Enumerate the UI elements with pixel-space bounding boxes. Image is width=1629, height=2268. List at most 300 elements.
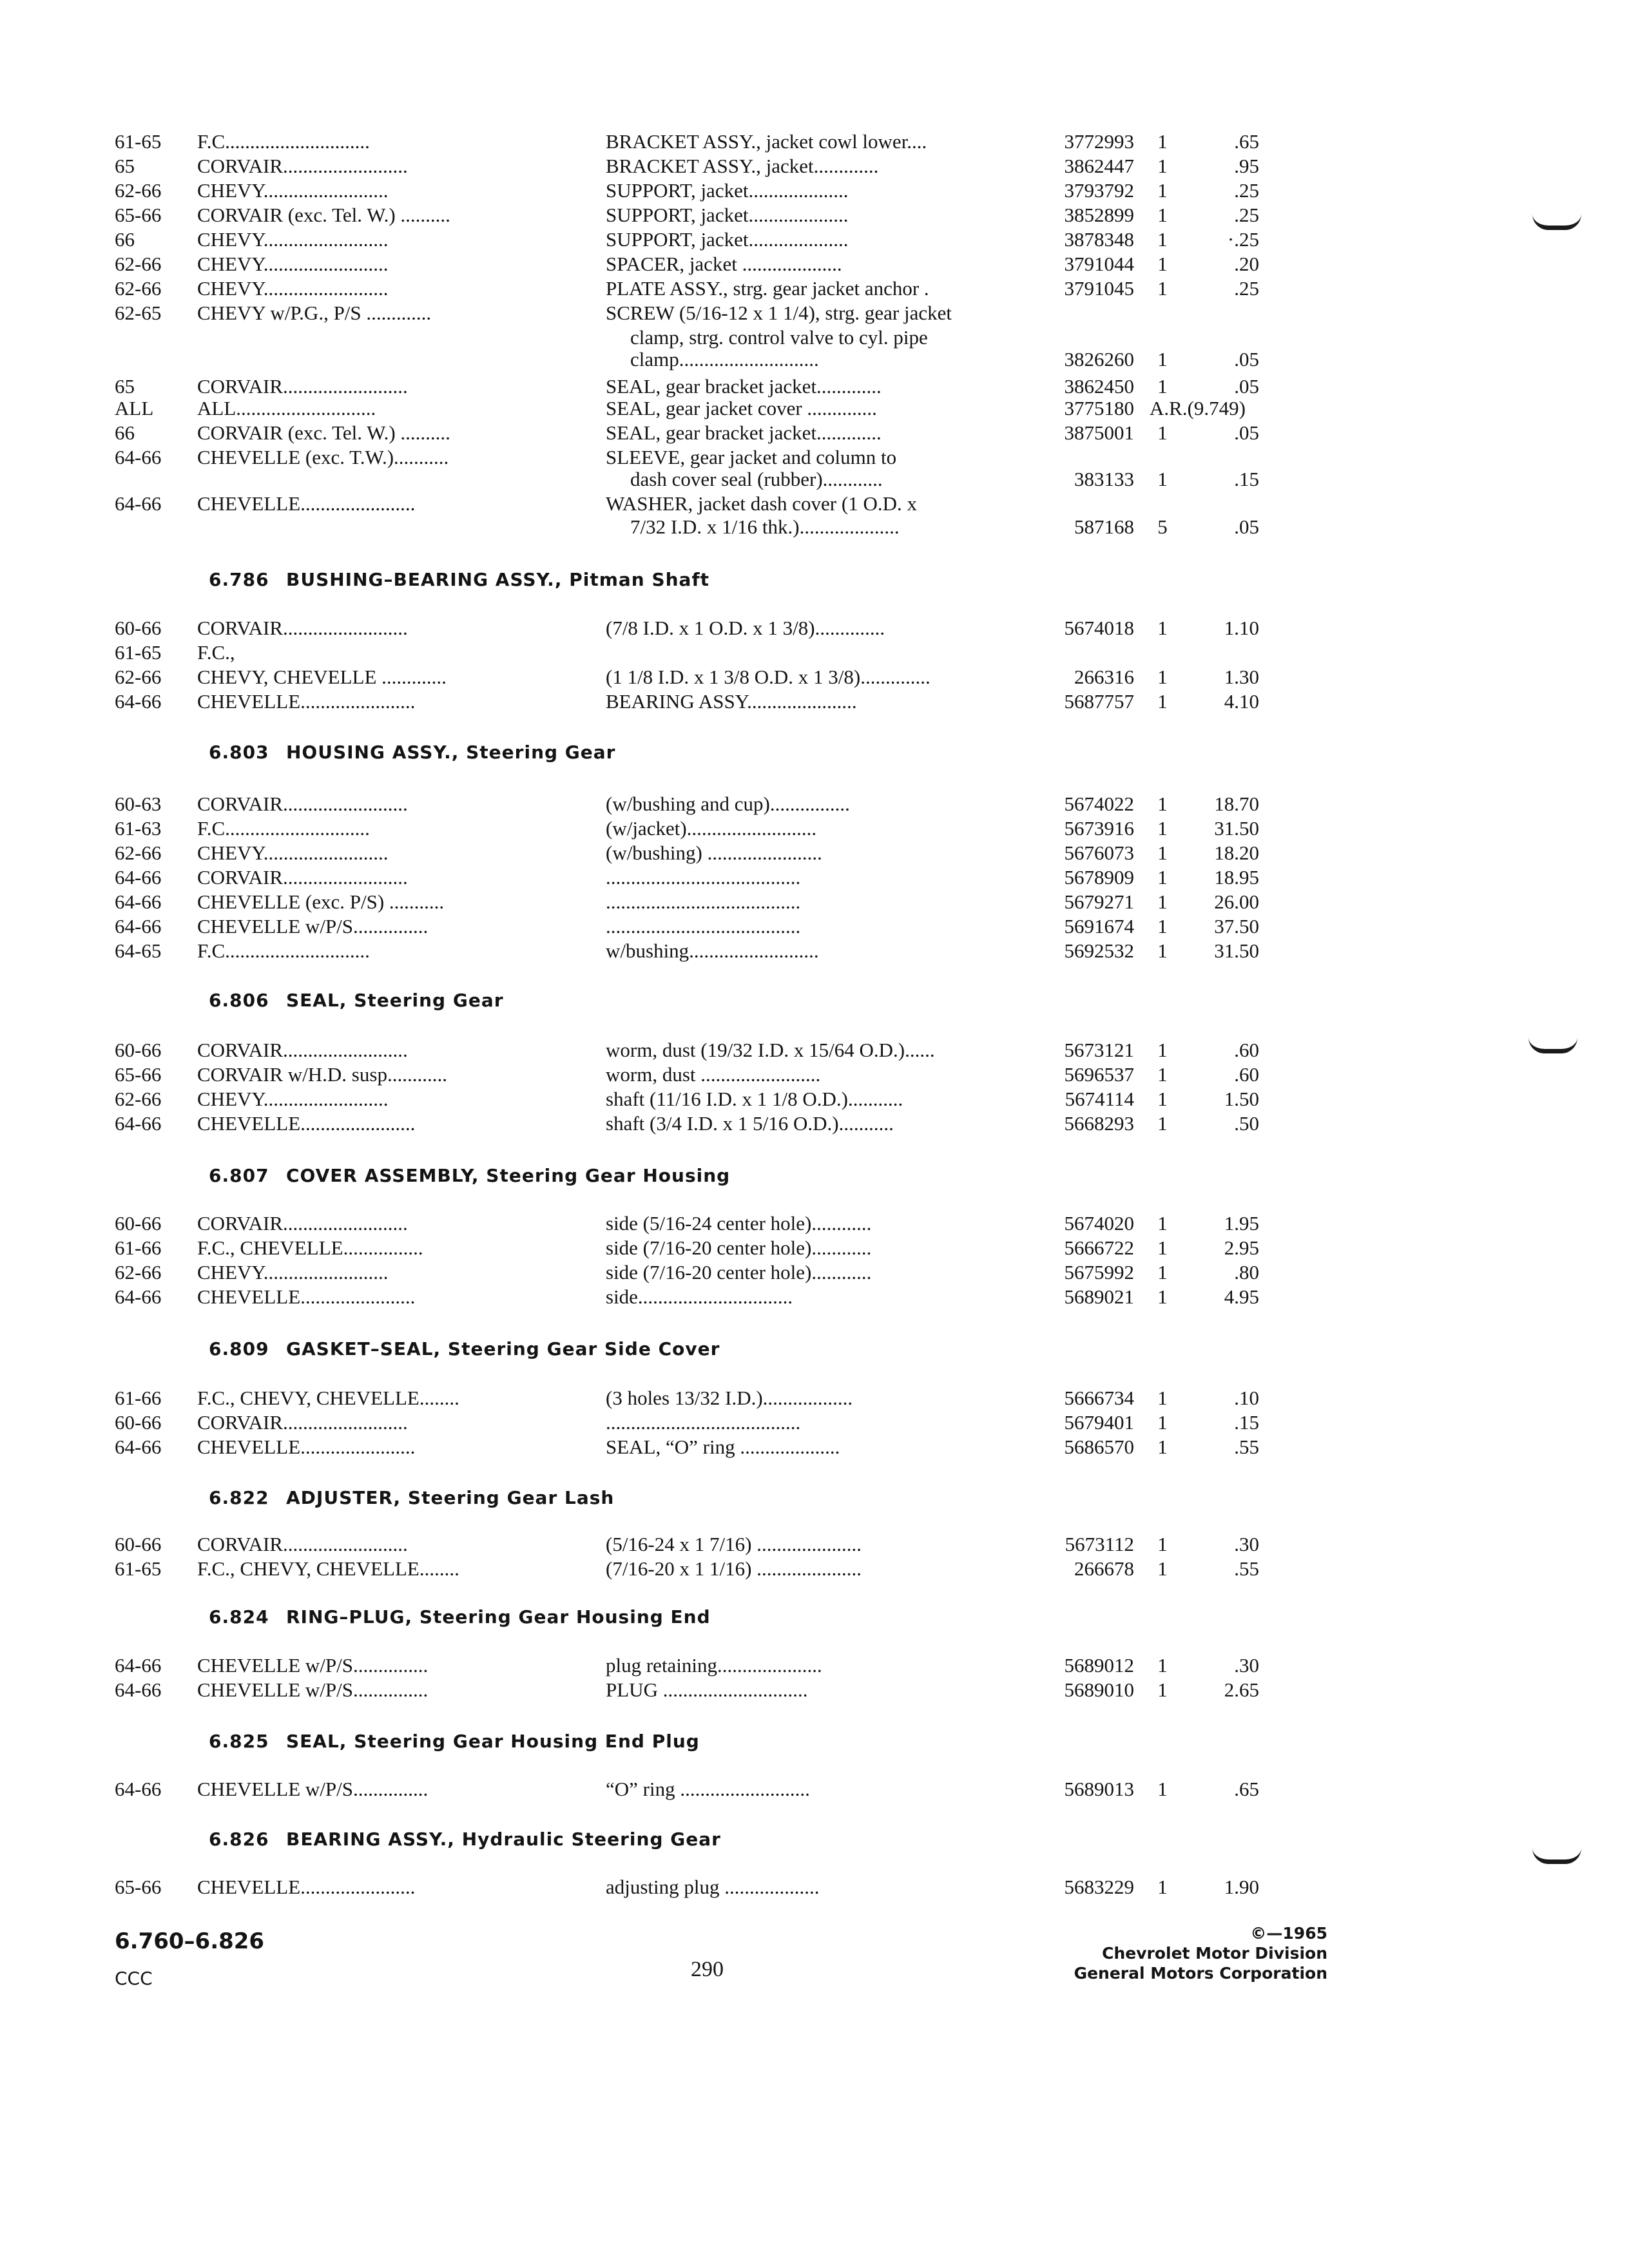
part-description: (5/16-24 x 1 7/16) ..................... (606, 1533, 862, 1555)
part-number: 5678909 (1064, 866, 1134, 889)
part-row (0, 466, 1629, 492)
quantity: 1 (1157, 468, 1168, 490)
vehicle-model: F.C., CHEVY, CHEVELLE........ (197, 1557, 459, 1580)
part-description: shaft (3/4 I.D. x 1 5/16 O.D.)........... (606, 1112, 894, 1135)
part-row (0, 664, 1629, 690)
part-description: WASHER, jacket dash cover (1 O.D. x (606, 492, 917, 515)
vehicle-model: CHEVY......................... (197, 277, 389, 300)
part-description: BRACKET ASSY., jacket............. (606, 155, 879, 177)
part-row (0, 689, 1629, 715)
part-row (0, 1235, 1629, 1261)
quantity: 1 (1157, 817, 1168, 840)
part-number: 5683229 (1064, 1876, 1134, 1898)
part-description: (1 1/8 I.D. x 1 3/8 O.D. x 1 3/8).............. (606, 666, 930, 688)
section-header (0, 567, 1629, 593)
part-description: (w/jacket).......................... (606, 817, 817, 840)
vehicle-model: F.C............................. (197, 817, 370, 840)
part-number: 5673121 (1064, 1039, 1134, 1061)
copyright-block (1074, 1923, 1327, 1983)
vehicle-model: CHEVY w/P.G., P/S ............. (197, 302, 432, 324)
vehicle-model: F.C............................. (197, 130, 370, 153)
part-description: SUPPORT, jacket.................... (606, 179, 849, 202)
part-row (0, 1556, 1629, 1582)
part-row (0, 1385, 1629, 1411)
model-year: 62-66 (115, 1088, 162, 1110)
part-row (0, 1111, 1629, 1137)
part-row (0, 420, 1629, 446)
section-title: RING–PLUG, Steering Gear Housing End (286, 1606, 711, 1628)
model-year: 64-66 (115, 1112, 162, 1135)
model-year: 64-66 (115, 866, 162, 889)
model-year: 64-66 (115, 690, 162, 713)
vehicle-model: CORVAIR......................... (197, 1411, 408, 1434)
part-description: SLEEVE, gear jacket and column to (606, 446, 897, 468)
part-row (0, 1086, 1629, 1112)
part-description: ....................................... (606, 890, 801, 913)
part-row (0, 1874, 1629, 1900)
part-number: 5679401 (1064, 1411, 1134, 1434)
vehicle-model: CHEVY......................... (197, 179, 389, 202)
part-description: SUPPORT, jacket.................... (606, 228, 849, 251)
part-description: SPACER, jacket .................... (606, 253, 842, 275)
section-number: 6.803 (209, 742, 269, 763)
quantity: 1 (1157, 1678, 1168, 1701)
section-title: COVER ASSEMBLY, Steering Gear Housing (286, 1165, 731, 1186)
list-price: 37.50 (1214, 915, 1259, 937)
section-number: 6.825 (209, 1731, 269, 1752)
vehicle-model: ALL............................ (197, 397, 376, 419)
quantity: 1 (1157, 1778, 1168, 1800)
quantity: 1 (1157, 130, 1168, 153)
part-description: adjusting plug ................... (606, 1876, 820, 1898)
list-price: 1.10 (1224, 617, 1259, 639)
part-number: 3862447 (1064, 155, 1134, 177)
list-price: 2.95 (1224, 1236, 1259, 1259)
quantity: 1 (1157, 666, 1168, 688)
model-year: 62-66 (115, 841, 162, 864)
part-description: clamp............................ (630, 348, 819, 370)
part-row (0, 1532, 1629, 1557)
list-price: 18.20 (1214, 841, 1259, 864)
model-year: 60-66 (115, 1212, 162, 1235)
part-row (0, 938, 1629, 964)
quantity: 1 (1157, 228, 1168, 251)
list-price: .60 (1234, 1063, 1259, 1086)
model-year: 62-66 (115, 666, 162, 688)
section-title: BEARING ASSY., Hydraulic Steering Gear (286, 1829, 721, 1850)
quantity: 1 (1157, 348, 1168, 370)
list-price: .65 (1234, 130, 1259, 153)
vehicle-model: CORVAIR......................... (197, 866, 408, 889)
part-number: 5666734 (1064, 1387, 1134, 1409)
vehicle-model: F.C............................. (197, 939, 370, 962)
part-row (0, 914, 1629, 939)
list-price: 1.90 (1224, 1876, 1259, 1898)
vehicle-model: CORVAIR......................... (197, 793, 408, 815)
part-row (0, 514, 1629, 540)
part-description: worm, dust (19/32 I.D. x 15/64 O.D.)...... (606, 1039, 935, 1061)
quantity: 1 (1157, 1387, 1168, 1409)
section-title: SEAL, Steering Gear Housing End Plug (286, 1731, 700, 1752)
vehicle-model: CHEVELLE....................... (197, 1112, 416, 1135)
quantity: 1 (1157, 1039, 1168, 1061)
part-row (0, 129, 1629, 155)
part-row (0, 1677, 1629, 1703)
section-number: 6.809 (209, 1338, 269, 1360)
quantity: 1 (1157, 793, 1168, 815)
model-year: 65 (115, 155, 135, 177)
part-description: side (5/16-24 center hole)............ (606, 1212, 872, 1235)
part-number: 3791045 (1064, 277, 1134, 300)
model-year: 65-66 (115, 1063, 162, 1086)
corporation-name: General Motors Corporation (1074, 1964, 1327, 1983)
part-number: 266316 (1074, 666, 1134, 688)
part-description: SUPPORT, jacket.................... (606, 204, 849, 226)
list-price: 18.70 (1214, 793, 1259, 815)
section-number: 6.822 (209, 1487, 269, 1508)
part-row (0, 1284, 1629, 1310)
part-number: 5689012 (1064, 1654, 1134, 1677)
copyright-year: ©—1965 (1250, 1924, 1327, 1943)
vehicle-model: CHEVY......................... (197, 253, 389, 275)
part-description: (3 holes 13/32 I.D.).................. (606, 1387, 853, 1409)
part-row (0, 1037, 1629, 1063)
model-year: 65-66 (115, 204, 162, 226)
part-number: 5674018 (1064, 617, 1134, 639)
list-price: .15 (1234, 468, 1259, 490)
part-description: PLATE ASSY., strg. gear jacket anchor . (606, 277, 929, 300)
model-year: 66 (115, 228, 135, 251)
part-description: side (7/16-20 center hole)............ (606, 1261, 872, 1283)
vehicle-model: CORVAIR......................... (197, 375, 408, 398)
section-header (0, 1485, 1629, 1511)
part-number: 5696537 (1064, 1063, 1134, 1086)
list-price: .60 (1234, 1039, 1259, 1061)
part-row (0, 791, 1629, 817)
list-price: 18.95 (1214, 866, 1259, 889)
part-number: 5675992 (1064, 1261, 1134, 1283)
part-number: 5673916 (1064, 817, 1134, 840)
part-description: (w/bushing) ....................... (606, 841, 822, 864)
quantity: 1 (1157, 1236, 1168, 1259)
quantity: 1 (1157, 1285, 1168, 1308)
section-header (0, 1604, 1629, 1630)
part-description: (w/bushing and cup)................ (606, 793, 850, 815)
vehicle-model: CORVAIR......................... (197, 1039, 408, 1061)
vehicle-model: CORVAIR w/H.D. susp............ (197, 1063, 447, 1086)
quantity: 1 (1157, 866, 1168, 889)
list-price: 2.65 (1224, 1678, 1259, 1701)
list-price: .25 (1234, 277, 1259, 300)
part-row (0, 816, 1629, 841)
model-year: 62-65 (115, 302, 162, 324)
list-price: .05 (1234, 375, 1259, 398)
model-year: 61-66 (115, 1387, 162, 1409)
part-row (0, 1434, 1629, 1460)
part-description: (7/8 I.D. x 1 O.D. x 1 3/8).............. (606, 617, 885, 639)
part-description: SEAL, gear jacket cover .............. (606, 397, 877, 419)
vehicle-model: CHEVELLE w/P/S............... (197, 1778, 429, 1800)
part-description: side............................... (606, 1285, 793, 1308)
vehicle-model: CORVAIR......................... (197, 1212, 408, 1235)
part-row (0, 1260, 1629, 1285)
list-price: 1.95 (1224, 1212, 1259, 1235)
section-header (0, 740, 1629, 765)
model-year: 64-65 (115, 939, 162, 962)
vehicle-model: CHEVELLE....................... (197, 1436, 416, 1458)
part-number: 5666722 (1064, 1236, 1134, 1259)
model-year: 64-66 (115, 1285, 162, 1308)
vehicle-model: CHEVELLE w/P/S............... (197, 915, 429, 937)
part-description: BEARING ASSY...................... (606, 690, 857, 713)
list-price: .25 (1234, 179, 1259, 202)
list-price: 31.50 (1214, 817, 1259, 840)
model-year: 64-66 (115, 492, 162, 515)
model-year: ALL (115, 397, 154, 419)
quantity: 1 (1157, 1876, 1168, 1898)
section-number: 6.826 (209, 1829, 269, 1850)
part-number: 5689010 (1064, 1678, 1134, 1701)
part-row (0, 1776, 1629, 1802)
model-year: 64-66 (115, 1436, 162, 1458)
vehicle-model: CHEVY......................... (197, 1261, 389, 1283)
vehicle-model: CHEVELLE....................... (197, 1876, 416, 1898)
part-number: 383133 (1074, 468, 1134, 490)
quantity: 1 (1157, 253, 1168, 275)
vehicle-model: CHEVELLE....................... (197, 492, 416, 515)
part-description: ....................................... (606, 915, 801, 937)
part-row (0, 153, 1629, 179)
part-number: 5673112 (1065, 1533, 1134, 1555)
part-row (0, 1410, 1629, 1436)
part-row (0, 840, 1629, 866)
list-price: .15 (1234, 1411, 1259, 1434)
section-title: ADJUSTER, Steering Gear Lash (286, 1487, 615, 1508)
part-description: SEAL, gear bracket jacket............. (606, 375, 882, 398)
vehicle-model: CHEVY, CHEVELLE ............. (197, 666, 447, 688)
part-description: (7/16-20 x 1 1/16) ..................... (606, 1557, 862, 1580)
list-price: .55 (1234, 1557, 1259, 1580)
model-year: 64-66 (115, 1778, 162, 1800)
quantity: 5 (1157, 515, 1168, 538)
vehicle-model: CORVAIR......................... (197, 617, 408, 639)
model-year: 62-66 (115, 179, 162, 202)
part-number: 266678 (1074, 1557, 1134, 1580)
part-row (0, 227, 1629, 253)
list-price: .10 (1234, 1387, 1259, 1409)
part-number: 5668293 (1064, 1112, 1134, 1135)
model-year: 60-66 (115, 1411, 162, 1434)
section-title: BUSHING–BEARING ASSY., Pitman Shaft (286, 569, 710, 590)
vehicle-model: CHEVELLE....................... (197, 1285, 416, 1308)
quantity: 1 (1157, 1411, 1168, 1434)
section-number: 6.806 (209, 990, 269, 1011)
part-number: 3791044 (1064, 253, 1134, 275)
model-year: 61-66 (115, 1236, 162, 1259)
quantity: 1 (1157, 375, 1168, 398)
list-price: ·.25 (1227, 228, 1259, 251)
section-number: 6.807 (209, 1165, 269, 1186)
section-header (0, 1336, 1629, 1362)
model-year: 64-66 (115, 446, 162, 468)
part-description: BRACKET ASSY., jacket cowl lower.... (606, 130, 927, 153)
model-year: 62-66 (115, 1261, 162, 1283)
list-price: .05 (1234, 348, 1259, 370)
vehicle-model: F.C., (197, 641, 235, 664)
part-number: 3862450 (1064, 375, 1134, 398)
part-row (0, 1211, 1629, 1236)
part-description: w/bushing.......................... (606, 939, 819, 962)
part-number: 3875001 (1064, 421, 1134, 444)
quantity: 1 (1157, 1088, 1168, 1110)
quantity: 1 (1157, 1654, 1168, 1677)
list-price: .05 (1234, 421, 1259, 444)
part-description: clamp, strg. control valve to cyl. pipe (630, 326, 928, 349)
part-row (0, 1653, 1629, 1678)
vehicle-model: CORVAIR......................... (197, 1533, 408, 1555)
quantity: 1 (1157, 277, 1168, 300)
part-number: 3775180 (1064, 397, 1134, 419)
part-number: 3878348 (1064, 228, 1134, 251)
model-year: 66 (115, 421, 135, 444)
section-header (0, 1729, 1629, 1754)
part-row (0, 491, 1629, 517)
quantity: 1 (1157, 915, 1168, 937)
part-description: 7/32 I.D. x 1/16 thk.).................... (630, 515, 900, 538)
vehicle-model: CHEVY......................... (197, 1088, 389, 1110)
part-row (0, 178, 1629, 204)
vehicle-model: CHEVELLE w/P/S............... (197, 1678, 429, 1701)
model-year: 65-66 (115, 1876, 162, 1898)
vehicle-model: CHEVY......................... (197, 841, 389, 864)
part-description: side (7/16-20 center hole)............ (606, 1236, 872, 1259)
vehicle-model: CHEVY......................... (197, 228, 389, 251)
quantity: 1 (1157, 204, 1168, 226)
quantity: 1 (1157, 939, 1168, 962)
quantity: 1 (1157, 1533, 1168, 1555)
part-row (0, 396, 1629, 421)
part-number: 5679271 (1064, 890, 1134, 913)
part-number: 3793792 (1064, 179, 1134, 202)
part-row (0, 300, 1629, 326)
list-price: .80 (1234, 1261, 1259, 1283)
page-number: 290 (691, 1957, 724, 1981)
list-price: 31.50 (1214, 939, 1259, 962)
part-description: dash cover seal (rubber)............ (630, 468, 883, 490)
part-description: “O” ring .......................... (606, 1778, 810, 1800)
part-row (0, 202, 1629, 228)
list-price: .50 (1234, 1112, 1259, 1135)
part-number: 5691674 (1064, 915, 1134, 937)
part-row (0, 865, 1629, 890)
section-header (0, 1827, 1629, 1852)
part-number: 5674114 (1065, 1088, 1134, 1110)
quantity: 1 (1157, 1112, 1168, 1135)
quantity: 1 (1157, 421, 1168, 444)
quantity: 1 (1157, 1212, 1168, 1235)
list-price: 1.50 (1224, 1088, 1259, 1110)
part-description: SEAL, gear bracket jacket............. (606, 421, 882, 444)
list-price: .95 (1234, 155, 1259, 177)
quantity: 1 (1157, 1261, 1168, 1283)
model-year: 64-66 (115, 1678, 162, 1701)
division-name: Chevrolet Motor Division (1102, 1944, 1327, 1963)
part-description: SCREW (5/16-12 x 1 1/4), strg. gear jacket (606, 302, 952, 324)
model-year: 62-66 (115, 253, 162, 275)
section-number: 6.786 (209, 569, 269, 590)
model-year: 61-65 (115, 1557, 162, 1580)
part-description: shaft (11/16 I.D. x 1 1/8 O.D.)........... (606, 1088, 903, 1110)
part-description: plug retaining..................... (606, 1654, 822, 1677)
list-price: .30 (1234, 1533, 1259, 1555)
part-description: ....................................... (606, 866, 801, 889)
quantity: 1 (1157, 890, 1168, 913)
list-price: 26.00 (1214, 890, 1259, 913)
quantity: 1 (1157, 1436, 1168, 1458)
part-description: SEAL, “O” ring .................... (606, 1436, 840, 1458)
list-price: 4.10 (1224, 690, 1259, 713)
model-year: 60-66 (115, 617, 162, 639)
list-price: .25 (1234, 204, 1259, 226)
model-year: 61-63 (115, 817, 162, 840)
list-price: .30 (1234, 1654, 1259, 1677)
binding-mark (1532, 1848, 1581, 1864)
part-number: 5686570 (1064, 1436, 1134, 1458)
section-title: HOUSING ASSY., Steering Gear (286, 742, 616, 763)
quantity: 1 (1157, 1557, 1168, 1580)
part-row (0, 276, 1629, 302)
section-header (0, 1163, 1629, 1189)
part-number: 5674022 (1064, 793, 1134, 815)
vehicle-model: CHEVELLE (exc. T.W.)........... (197, 446, 449, 468)
part-number: 3826260 (1064, 348, 1134, 370)
section-title: SEAL, Steering Gear (286, 990, 504, 1011)
section-range-code: 6.760–6.826 (115, 1928, 265, 1954)
section-number: 6.824 (209, 1606, 269, 1628)
part-number: 5689013 (1064, 1778, 1134, 1800)
model-year: 64-66 (115, 1654, 162, 1677)
vehicle-model: CHEVELLE w/P/S............... (197, 1654, 429, 1677)
model-year: 60-66 (115, 1533, 162, 1555)
quantity: 1 (1157, 1063, 1168, 1086)
section-title: GASKET–SEAL, Steering Gear Side Cover (286, 1338, 720, 1360)
part-row (0, 640, 1629, 666)
part-number: 3852899 (1064, 204, 1134, 226)
model-year: 62-66 (115, 277, 162, 300)
section-header (0, 988, 1629, 1014)
part-number: 5692532 (1064, 939, 1134, 962)
list-price: .65 (1234, 1778, 1259, 1800)
quantity: 1 (1157, 841, 1168, 864)
quantity: 1 (1157, 155, 1168, 177)
catalog-code: CCC (115, 1968, 153, 1989)
part-row (0, 1062, 1629, 1088)
part-number: 5676073 (1064, 841, 1134, 864)
vehicle-model: CORVAIR (exc. Tel. W.) .......... (197, 421, 450, 444)
part-row (0, 889, 1629, 915)
vehicle-model: CHEVELLE....................... (197, 690, 416, 713)
part-description: worm, dust ........................ (606, 1063, 821, 1086)
vehicle-model: CHEVELLE (exc. P/S) ........... (197, 890, 445, 913)
part-row (0, 347, 1629, 372)
model-year: 64-66 (115, 890, 162, 913)
quantity: 1 (1157, 179, 1168, 202)
quantity: 1 (1157, 617, 1168, 639)
vehicle-model: CORVAIR (exc. Tel. W.) .......... (197, 204, 450, 226)
part-number: 5674020 (1064, 1212, 1134, 1235)
quantity: 1 (1157, 690, 1168, 713)
list-price: 4.95 (1224, 1285, 1259, 1308)
